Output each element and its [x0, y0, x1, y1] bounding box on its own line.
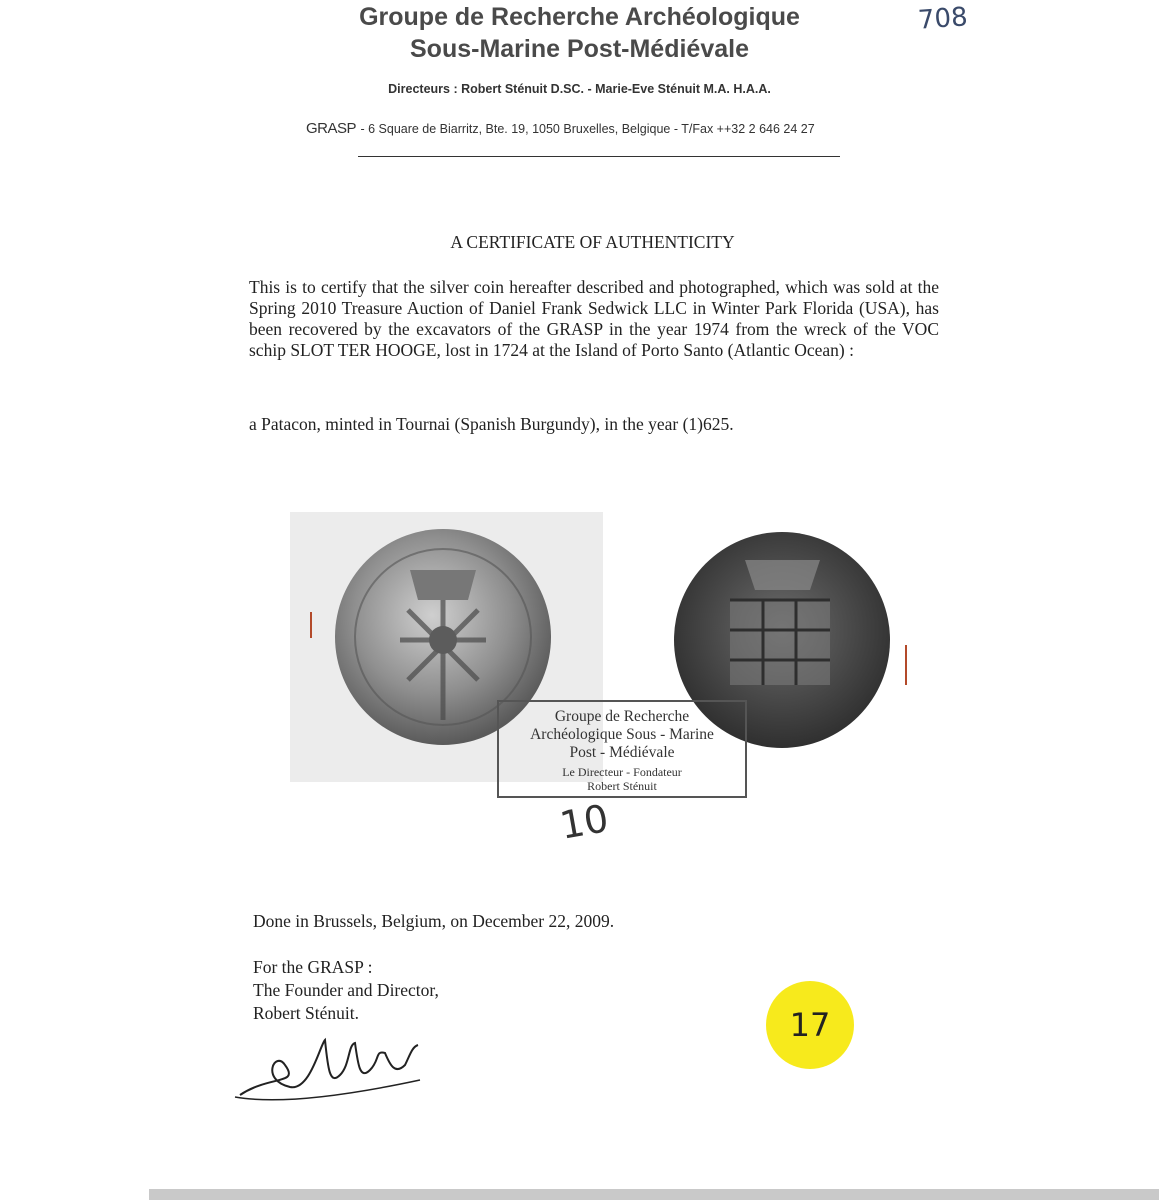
coin-description: a Patacon, minted in Tournai (Spanish Burgundy), in the year (1)625.: [249, 414, 734, 434]
sticker-number: 17: [766, 981, 854, 1069]
signature: [230, 1025, 430, 1105]
page-bottom-edge: [149, 1189, 1159, 1200]
address-text: - 6 Square de Biarritz, Bte. 19, 1050 Bruxelles, Belgique - T/Fax ++32 2 646 24 27: [360, 122, 815, 136]
grasp-logo-text: GRASP: [306, 120, 357, 137]
header-divider: [358, 156, 840, 157]
name-line: Robert Sténuit.: [253, 1003, 359, 1023]
yellow-sticker: [766, 981, 854, 1069]
for-grasp-line: For the GRASP :: [253, 957, 373, 977]
stamp-line-3: Post - Médiévale: [569, 744, 675, 761]
official-stamp: [497, 700, 747, 798]
done-line: Done in Brussels, Belgium, on December 22, 2009.: [253, 911, 615, 931]
org-title-line1: Groupe de Recherche Archéologique: [359, 3, 800, 31]
role-line: The Founder and Director,: [253, 980, 439, 1000]
handwritten-number-top: 708: [917, 2, 969, 36]
stamp-line-4: Le Directeur - Fondateur: [562, 765, 682, 779]
coin-marker-left: [310, 612, 312, 638]
certificate-paragraph: This is to certify that the silver coin hereafter described and photographed, which was sold at the Spring 2010 Treasure Auction of Daniel Frank Sedwick LLC in Winter Park Florida (USA), has been recovered by the excavators of the GRASP in the year 1974 from the wreck of the VOC schip SLOT TER HOOGE, lost in 1724 at the Island of Porto Santo (Atlantic Ocean) :: [249, 277, 939, 360]
stamp-line-5: Robert Sténuit: [587, 779, 657, 793]
handwritten-stamp-number: 10: [556, 796, 612, 848]
stamp-line-1: Groupe de Recherche: [554, 708, 690, 725]
address-line: [306, 120, 815, 138]
stamp-line-2: Archéologique Sous - Marine: [530, 726, 714, 743]
directors-line: Directeurs : Robert Sténuit D.SC. - Marie-Eve Sténuit M.A. H.A.A.: [388, 82, 771, 96]
org-title-line2: Sous-Marine Post-Médiévale: [410, 35, 749, 63]
coin-marker-right: [905, 645, 907, 685]
certificate-heading: A CERTIFICATE OF AUTHENTICITY: [450, 232, 735, 252]
